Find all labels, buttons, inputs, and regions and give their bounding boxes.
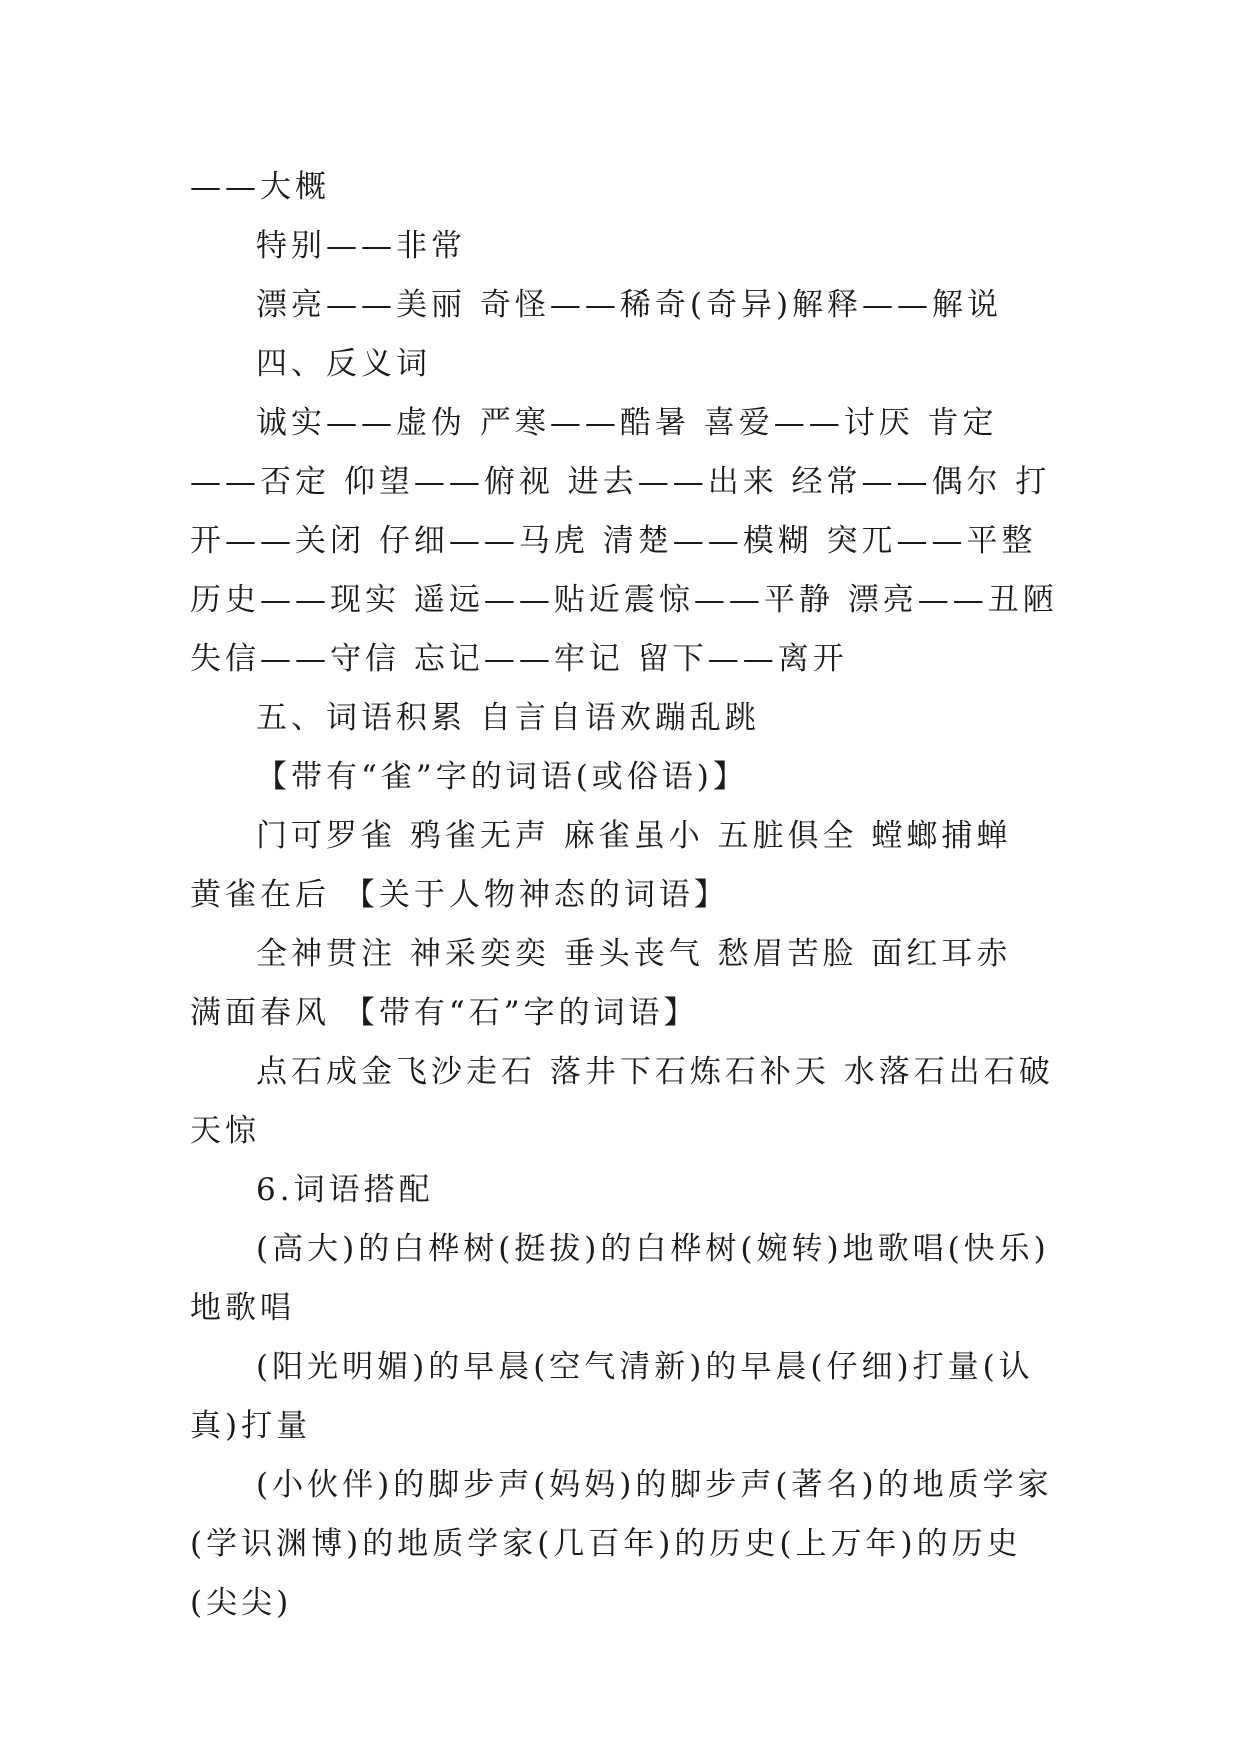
- document-body: [190, 158, 1060, 1633]
- section-heading-collocation: 6.词语搭配: [256, 1172, 434, 1208]
- section-heading-vocabulary: 五、词语积累 自言自语欢蹦乱跳: [256, 700, 760, 736]
- paragraph-antonyms: 诚实——虚伪 严寒——酷暑 喜爱——讨厌 肯定——否定 仰望——俯视 进去——出来 经常——偶尔 打开——关闭 仔细——马虎 清楚——模糊 突兀——平整 历史——现实 遥远——贴近震惊——平静 漂亮——丑陋 失信——守信 忘记——牢记 留下——离开: [190, 405, 1058, 677]
- paragraph-collocation-3: (小伙伴)的脚步声(妈妈)的脚步声(著名)的地质学家(学识渊博)的地质学家(几百年)的历史(上万年)的历史(尖尖): [190, 1467, 1053, 1621]
- paragraph-que-words: 门可罗雀 鸦雀无声 麻雀虽小 五脏俱全 螳螂捕蝉 黄雀在后 【关于人物神态的词语】: [190, 818, 1012, 913]
- paragraph-synonym-1: 特别——非常: [256, 228, 466, 264]
- paragraph-expression-words: 全神贯注 神采奕奕 垂头丧气 愁眉苦脸 面红耳赤 满面春风 【带有“石”字的词语】: [190, 936, 1012, 1031]
- section-heading-antonyms: 四、反义词: [256, 346, 431, 382]
- paragraph-synonym-2: 漂亮——美丽 奇怪——稀奇(奇异)解释——解说: [256, 287, 1003, 323]
- paragraph-collocation-2: (阳光明媚)的早晨(空气清新)的早晨(仔细)打量(认真)打量: [190, 1349, 1034, 1444]
- paragraph-collocation-1: (高大)的白桦树(挺拔)的白桦树(婉转)地歌唱(快乐)地歌唱: [190, 1231, 1050, 1326]
- subheading-que-words: 【带有“雀”字的词语(或俗语)】: [256, 759, 748, 795]
- paragraph-continuation: ——大概: [190, 169, 330, 205]
- paragraph-stone-words: 点石成金飞沙走石 落井下石炼石补天 水落石出石破天惊: [190, 1054, 1054, 1149]
